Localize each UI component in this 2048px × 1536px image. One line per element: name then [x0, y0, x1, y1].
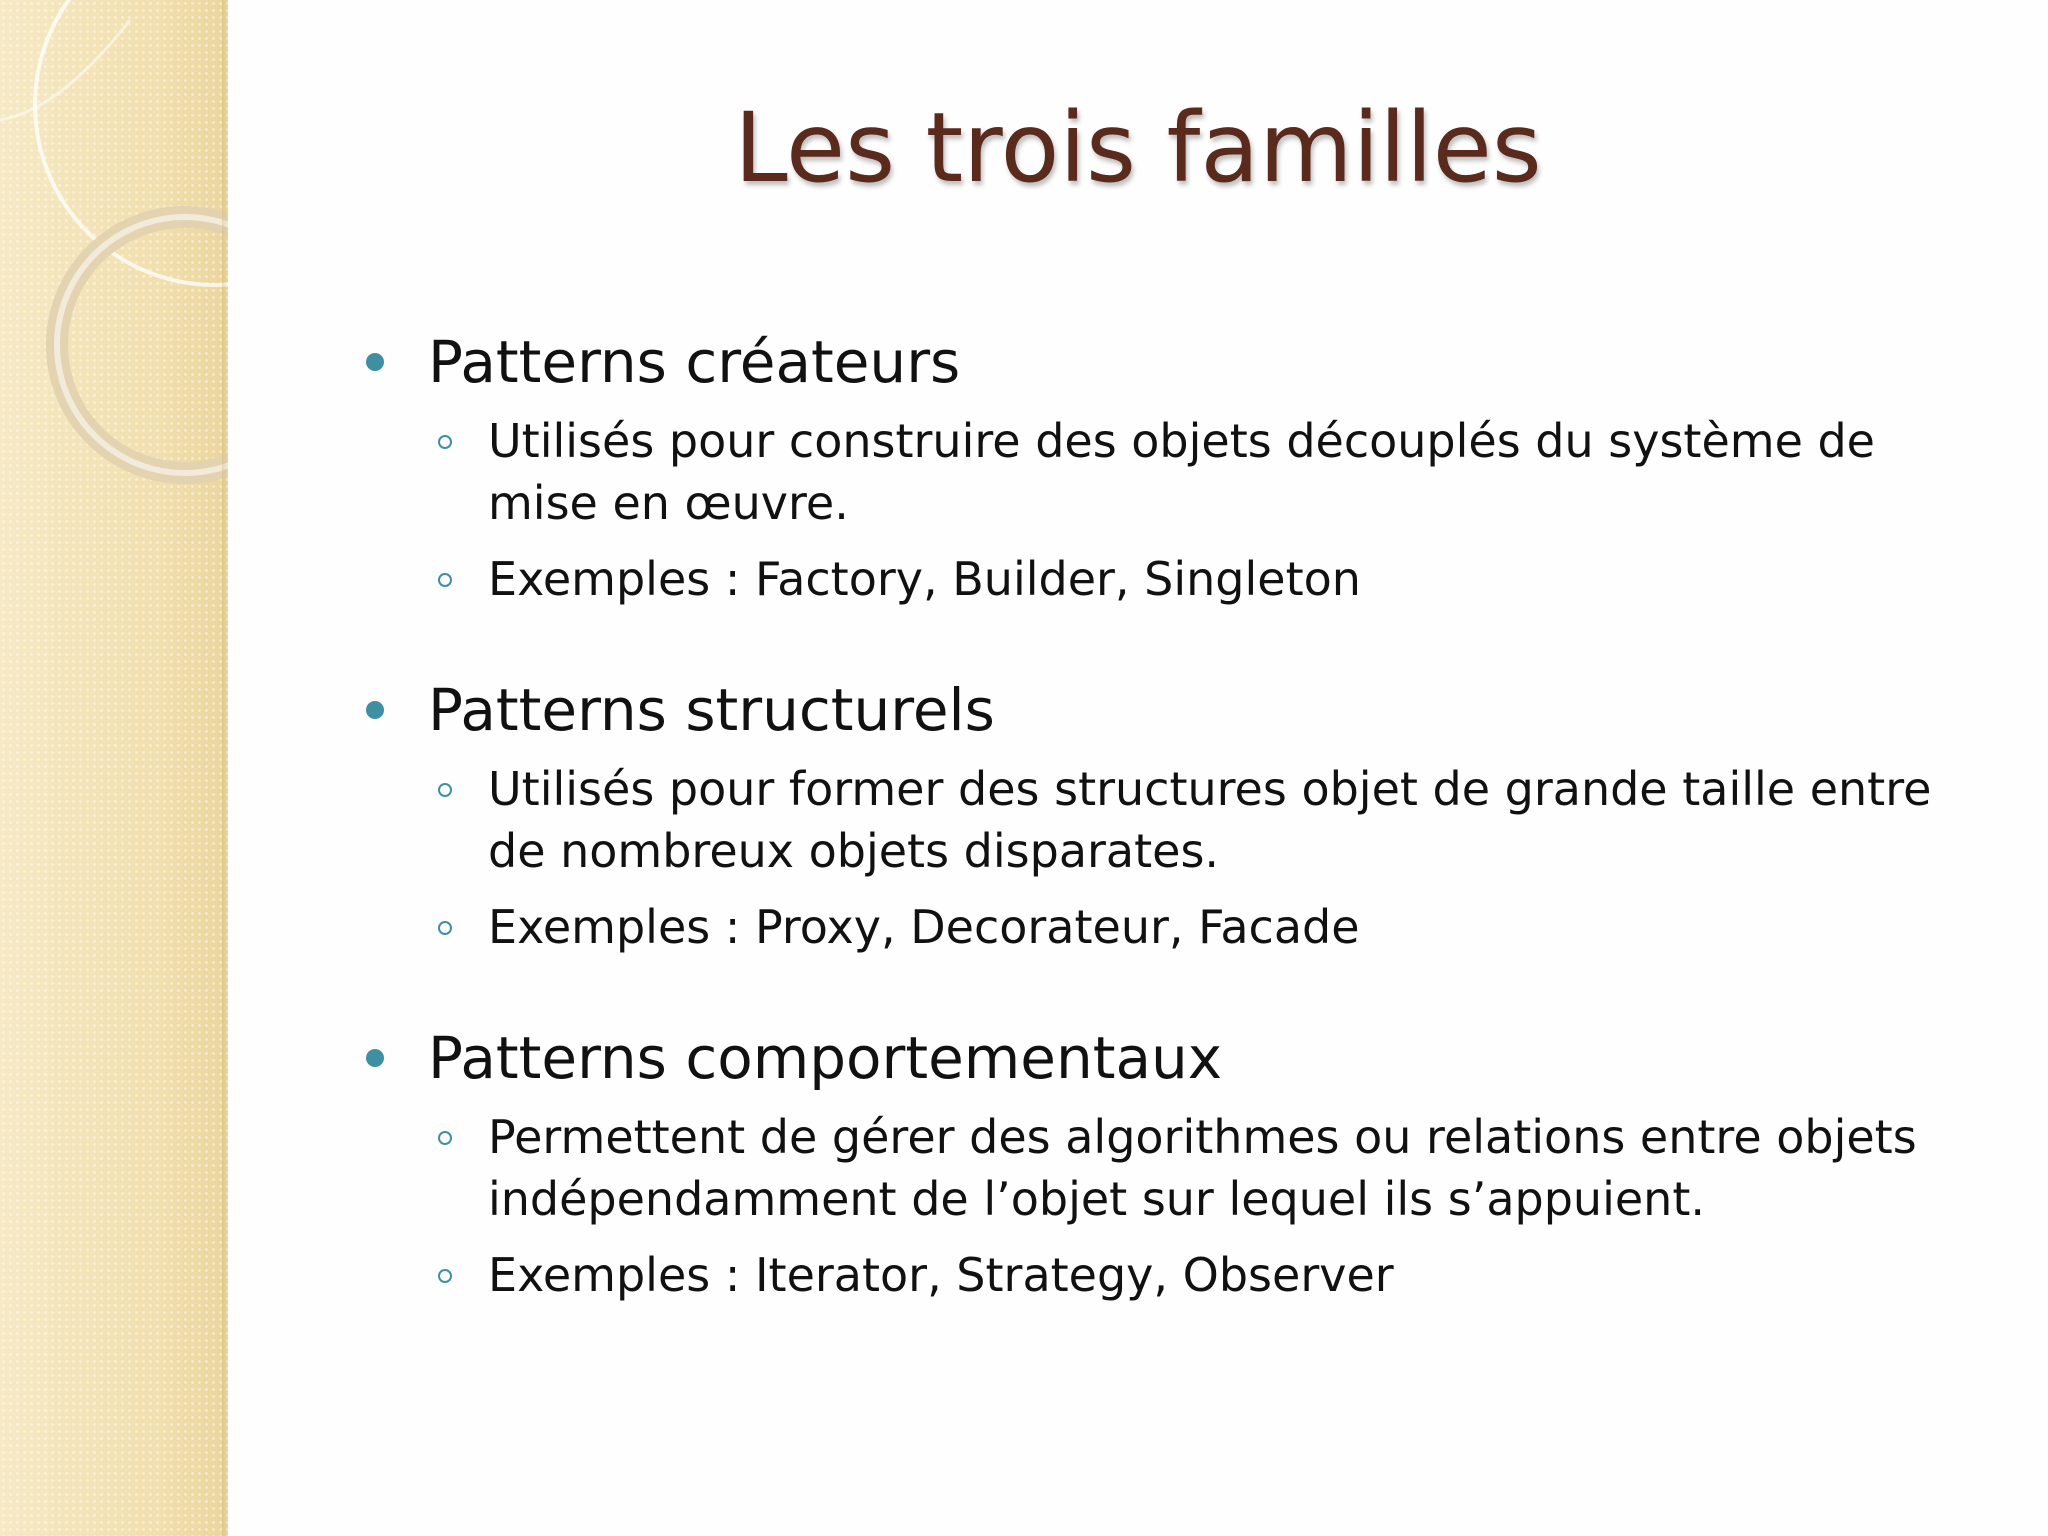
bullet-dot-icon — [366, 353, 384, 371]
item-text: Utilisés pour construire des objets découplés du système de mise en œuvre. — [488, 414, 1875, 530]
bullet-ring-icon — [438, 783, 452, 797]
bullet-item-level2 — [360, 1244, 1980, 1306]
item-text: Exemples : Factory, Builder, Singleton — [488, 552, 1361, 606]
bullet-item-level2 — [360, 1106, 1980, 1230]
group-behavioral — [360, 1018, 1980, 1306]
bullet-item-level2 — [360, 548, 1980, 610]
bullet-item-level1 — [360, 322, 1980, 402]
bullet-item-level1 — [360, 670, 1980, 750]
bullet-item-level1 — [360, 1018, 1980, 1098]
decorative-side-panel — [0, 0, 228, 1536]
slide-content — [360, 322, 1980, 1366]
decorative-circles — [0, 0, 228, 1536]
side-panel-edge — [222, 0, 228, 1536]
item-text: Utilisés pour former des structures objet de grande taille entre de nombreux objets disparates. — [488, 762, 1932, 878]
slide-title: Les trois familles — [734, 92, 1542, 204]
bullet-dot-icon — [366, 701, 384, 719]
group-heading: Patterns structurels — [428, 676, 995, 744]
bullet-item-level2 — [360, 758, 1980, 882]
bullet-item-level2 — [360, 896, 1980, 958]
group-structural — [360, 670, 1980, 958]
item-text: Permettent de gérer des algorithmes ou relations entre objets indépendamment de l’objet sur lequel ils s’appuient. — [488, 1110, 1917, 1226]
bullet-ring-icon — [438, 1269, 452, 1283]
bullet-ring-icon — [438, 921, 452, 935]
bullet-ring-icon — [438, 435, 452, 449]
bullet-item-level2 — [360, 410, 1980, 534]
group-creational — [360, 322, 1980, 610]
group-heading: Patterns comportementaux — [428, 1024, 1223, 1092]
item-text: Exemples : Iterator, Strategy, Observer — [488, 1248, 1394, 1302]
bullet-ring-icon — [438, 1131, 452, 1145]
item-text: Exemples : Proxy, Decorateur, Facade — [488, 900, 1360, 954]
bullet-ring-icon — [438, 573, 452, 587]
bullet-dot-icon — [366, 1049, 384, 1067]
group-heading: Patterns créateurs — [428, 328, 961, 396]
